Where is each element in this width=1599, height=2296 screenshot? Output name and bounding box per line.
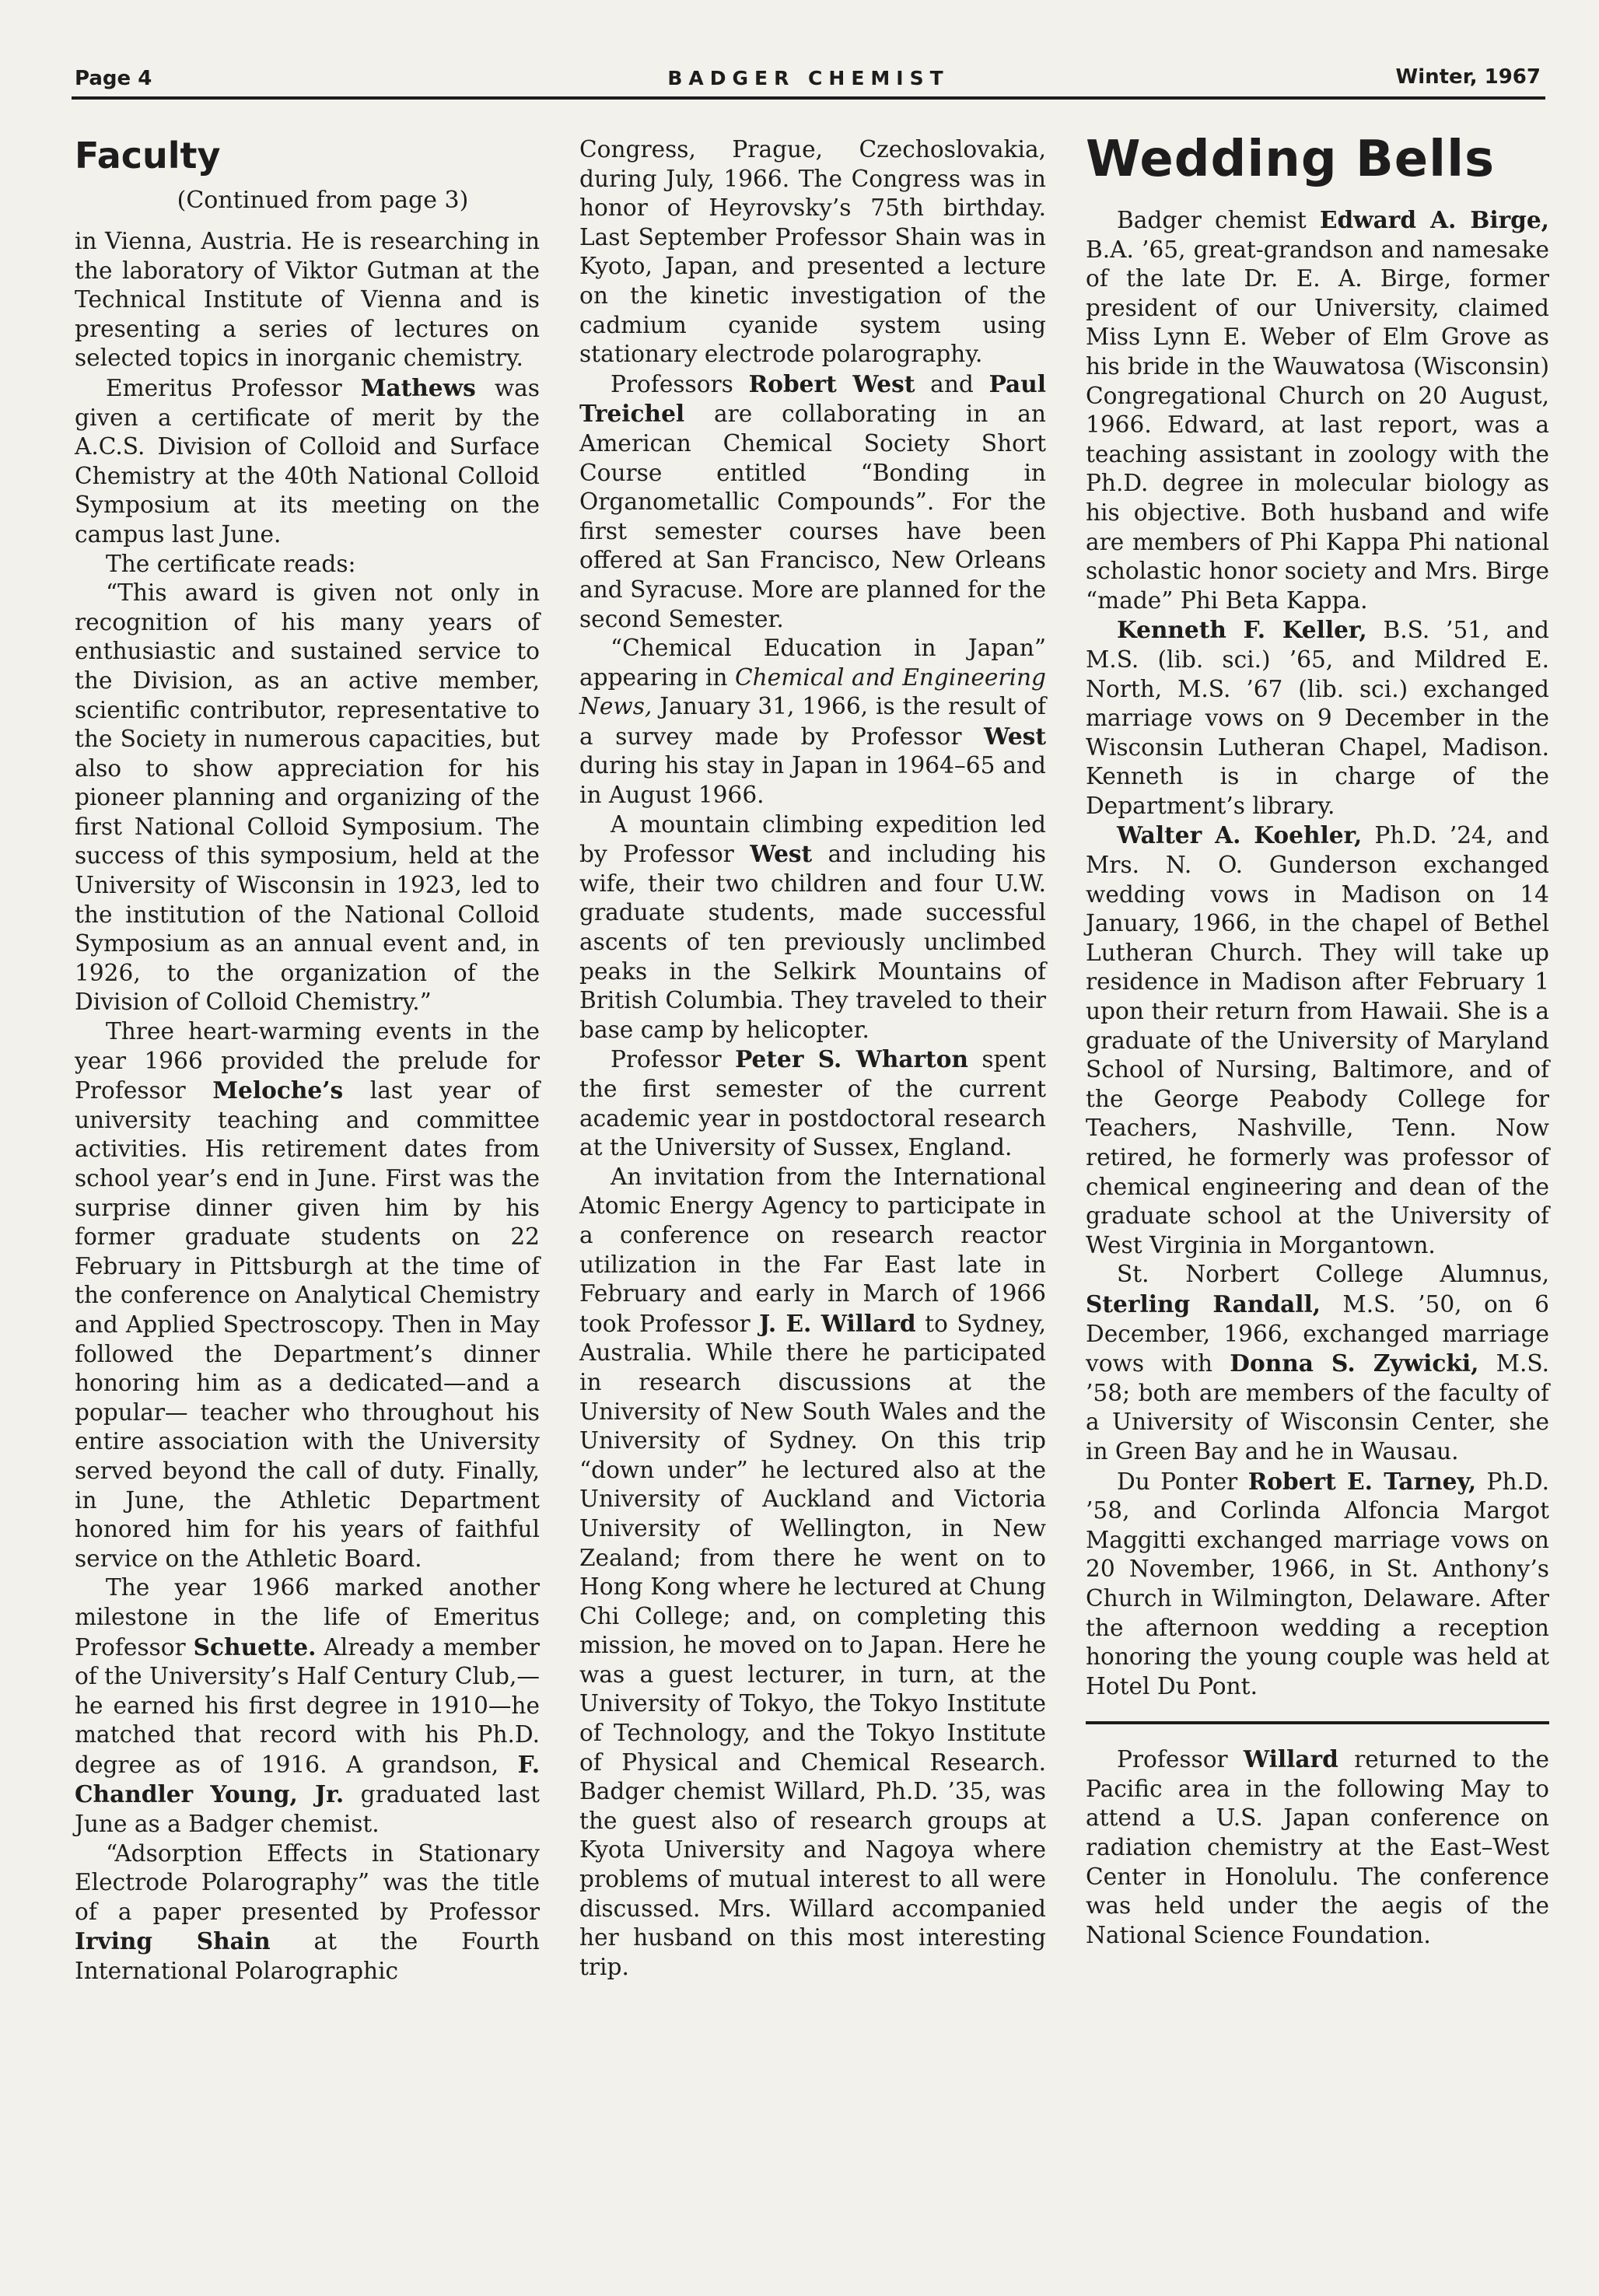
paragraph [579, 1163, 1046, 1983]
paragraph [75, 1573, 540, 1839]
text-run: The year 1966 marked another milestone in the life of Emeritus Professor [75, 1574, 540, 1661]
bold-name: Meloche’s [212, 1076, 344, 1104]
text-run: Ph.D. ’58, and Corlinda Alfoncia Margot Maggitti exchanged marriage vows on 20 November, 1966, in St. Anthony’s Church in Wilmington, Delaware. After the afternoon wedding a reception honoring the young couple was held at Hotel Du Pont. [1086, 1468, 1550, 1699]
paragraph [579, 634, 1046, 810]
paragraph [579, 369, 1046, 634]
bold-name: Robert E. Tarney, [1247, 1467, 1477, 1495]
text-run: Professors [611, 370, 749, 397]
paragraph: “This award is given not only in recognition of his many years of enthusiastic and sustained service to the Division, as an active member, scientific contributor, representative to the Society in numerous capacities, but also to show appreciation for his pioneer planning and organizing of the first National Colloid Symposium. The success of this symposium, held at the University of Wisconsin in 1923, led to the institution of the National Colloid Symposium as an annual event and, in 1926, to the organization of the Division of Colloid Chemistry.” [75, 579, 540, 1016]
bold-name: Paul Treichel [579, 369, 1046, 428]
text-run: and [915, 370, 989, 397]
bold-name: J. E. Willard [759, 1309, 916, 1337]
section-heading-wedding-bells: Wedding Bells [1086, 131, 1496, 188]
text-run: at the Fourth International Polarographic [75, 1928, 540, 1985]
publication-title: BADGER CHEMIST [667, 67, 950, 89]
text-run: “Adsorption Effects in Stationary Electrode Polarography” was the title of a paper presented by Professor [75, 1839, 540, 1925]
text-run: M.S. ’50, on 6 December, 1966, exchanged marriage vows with [1086, 1290, 1550, 1377]
issue-date: Winter, 1967 [1395, 65, 1541, 89]
text-run: January 31, 1966, is the result of a survey made by Professor [579, 693, 1046, 750]
bold-name: Donna S. Zywicki, [1230, 1349, 1479, 1377]
paragraph: Congress, Prague, Czechoslovakia, during July, 1966. The Congress was in honor of Heyrovsky’s 75th birthday. Last September Professor Shain was in Kyoto, Japan, and presented a lecture on the kinetic investigation of the cadmium cyanide system using stationary electrode polarography. [579, 136, 1046, 368]
text-run: A mountain climbing expedition led by Professor [579, 810, 1046, 868]
text-run: B.A. ’65, great-grandson and namesake of the late Dr. E. A. Birge, former president of our University, claimed Miss Lynn E. Weber of Elm Grove as his bride in the Wauwatosa (Wisconsin) Congregational Church on 20 August, 1966. Edward, at last report, was a teaching assistant in zoology with the Ph.D. degree in molecular biology as his objective. Both husband and wife are members of Phi Kappa Phi national scholastic honor society and Mrs. Birge “made” Phi Beta Kappa. [1086, 236, 1549, 614]
text-run: Badger chemist [1117, 207, 1320, 233]
paragraph [1086, 1467, 1549, 1702]
text-run: Already a member of the University’s Half Century Club,—he earned his first degree in 1910—he matched that record with his Ph.D. degree as of 1916. A grandson, [75, 1633, 540, 1778]
bold-name: Peter S. Wharton [735, 1045, 969, 1073]
paragraph [75, 373, 540, 550]
italic-title: Chemical and Engineering News, [579, 663, 1046, 720]
text-run: “Chemical Education in Japan” appearing in [579, 635, 1046, 691]
paragraph [75, 1839, 540, 1986]
bold-name: Schuette. [193, 1633, 317, 1661]
bold-name: Edward A. Birge, [1319, 206, 1549, 233]
text-run: Emeritus Professor [106, 374, 361, 401]
bold-name: Mathews [360, 373, 476, 401]
paragraph [1086, 615, 1549, 821]
divider-rule [1086, 1721, 1549, 1724]
text-run: returned to the Pacific area in the following May to attend a U.S. Japan conference on radiation chemistry at the East–West Center in Honolulu. The conference was held under the aegis of the National Science Foundation. [1086, 1746, 1549, 1948]
column-1 [75, 131, 540, 1986]
text-run: Du Ponter [1117, 1468, 1248, 1495]
column-2 [579, 135, 1046, 1982]
text-run: are collaborating in an American Chemical Society Short Course entitled “Bonding in Organometallic Compounds”. For the first semester courses have been offered at San Francisco, New Orleans and Syracuse. More are planned for the second Semester. [579, 401, 1046, 632]
bold-name: Willard [1243, 1745, 1338, 1773]
text-run: spent the first semester of the current academic year in postdoctoral research at the University of Sussex, England. [579, 1046, 1046, 1161]
paragraph [579, 810, 1046, 1045]
paragraph [1086, 1745, 1549, 1950]
paragraph: in Vienna, Austria. He is researching in the laboratory of Viktor Gutman at the Technical Institute of Vienna and is presenting a series of lectures on selected topics in inorganic chemistry. [75, 228, 540, 372]
text-run: was given a certificate of merit by the A.C.S. Division of Colloid and Surface Chemistry at the 40th National Colloid Symposium at its meeting on the campus last June. [75, 374, 540, 548]
paragraph [1086, 821, 1549, 1260]
paragraph [1086, 205, 1549, 615]
text-run: and including his wife, their two children and four U.W. graduate students, made successful ascents of ten previously unclimbed peaks in the Selkirk Mountains of British Columbia. They traveled to their base camp by helicopter. [579, 841, 1046, 1043]
text-run: last year of university teaching and committee activities. His retirement dates from school year’s end in June. First was the surprise dinner given him by his former graduate students on 22 February in Pittsburgh at the time of the conference on Analytical Chemistry and Applied Spectroscopy. Then in May followed the Department’s dinner honoring him as a dedicated—and a popular— teacher who throughout his entire association with the University served beyond the call of duty. Finally, in June, the Athletic Department honored him for his years of faithful service on the Athletic Board. [75, 1077, 541, 1572]
text-run: Three heart-warming events in the year 1966 provided the prelude for Professor [75, 1018, 540, 1104]
page-header [72, 62, 1545, 100]
bold-name: Robert West [748, 369, 915, 397]
bold-name: West [984, 722, 1046, 750]
column-3 [1086, 131, 1549, 1950]
text-run: M.S. ’58; both are members of the faculty of a University of Wisconsin Center, she in Green Bay and he in Wausau. [1086, 1350, 1549, 1465]
text-run: during his stay in Japan in 1964–65 and in August 1966. [579, 752, 1046, 809]
bold-name: Walter A. Koehler, [1117, 821, 1363, 849]
bold-name: F. Chandler Young, Jr. [75, 1750, 540, 1808]
text-run: Ph.D. ’24, and Mrs. N. O. Gunderson exchanged wedding vows in Madison on 14 January, 1966, in the chapel of Bethel Lutheran Church. They will take up residence in Madison after February 1 upon their return from Hawaii. She is a graduate of the University of Maryland School of Nursing, Baltimore, and of the George Peabody College for Teachers, Nashville, Tenn. Now retired, he formerly was professor of chemical engineering and dean of the graduate school at the University of West Virginia in Morgantown. [1086, 822, 1549, 1258]
text-run: Professor [611, 1046, 736, 1073]
section-heading-faculty: Faculty [75, 135, 221, 177]
paragraph [75, 1017, 540, 1573]
text-run: Professor [1117, 1746, 1244, 1773]
text-run: An invitation from the International Atomic Energy Agency to participate in a conference on research reactor utilization in the Far East late in February and early in March of 1966 took Professor [579, 1163, 1046, 1337]
bold-name: West [750, 840, 813, 868]
bold-name: Irving Shain [75, 1927, 271, 1955]
continued-note: (Continued from page 3) [177, 187, 469, 214]
paragraph [579, 1045, 1046, 1162]
bold-name: Sterling Randall, [1086, 1290, 1321, 1318]
paragraph: The certificate reads: [106, 550, 356, 577]
text-run: graduated last June as a Badger chemist. [75, 1781, 540, 1838]
paragraph [1086, 1260, 1549, 1466]
text-run: to Sydney, Australia. While there he participated in research discussions at the University of New South Wales and the University of Sydney. On this trip “down under” he lectured also at the University of Auckland and Victoria University of Wellington, in New Zealand; from there he went on to Hong Kong where he lectured at Chung Chi College; and, on completing this mission, he moved on to Japan. Here he was a guest lecturer, in turn, at the University of Tokyo, the Tokyo Institute of Technology, and the Tokyo Institute of Physical and Chemical Research. Badger chemist Willard, Ph.D. ’35, was the guest also of research groups at Kyota University and Nagoya where problems of mutual interest to all were discussed. Mrs. Willard accompanied her husband on this most interesting trip. [579, 1310, 1047, 1980]
bold-name: Kenneth F. Keller, [1117, 616, 1367, 644]
page-number: Page 4 [75, 67, 152, 90]
text-run: St. Norbert College Alumnus, [1117, 1261, 1549, 1288]
text-run: B.S. ’51, and M.S. (lib. sci.) ’65, and Mildred E. North, M.S. ’67 (lib. sci.) exchanged marriage vows on 9 December in the Wisconsin Lutheran Chapel, Madison. Kenneth is in charge of the Department’s library. [1086, 617, 1549, 819]
